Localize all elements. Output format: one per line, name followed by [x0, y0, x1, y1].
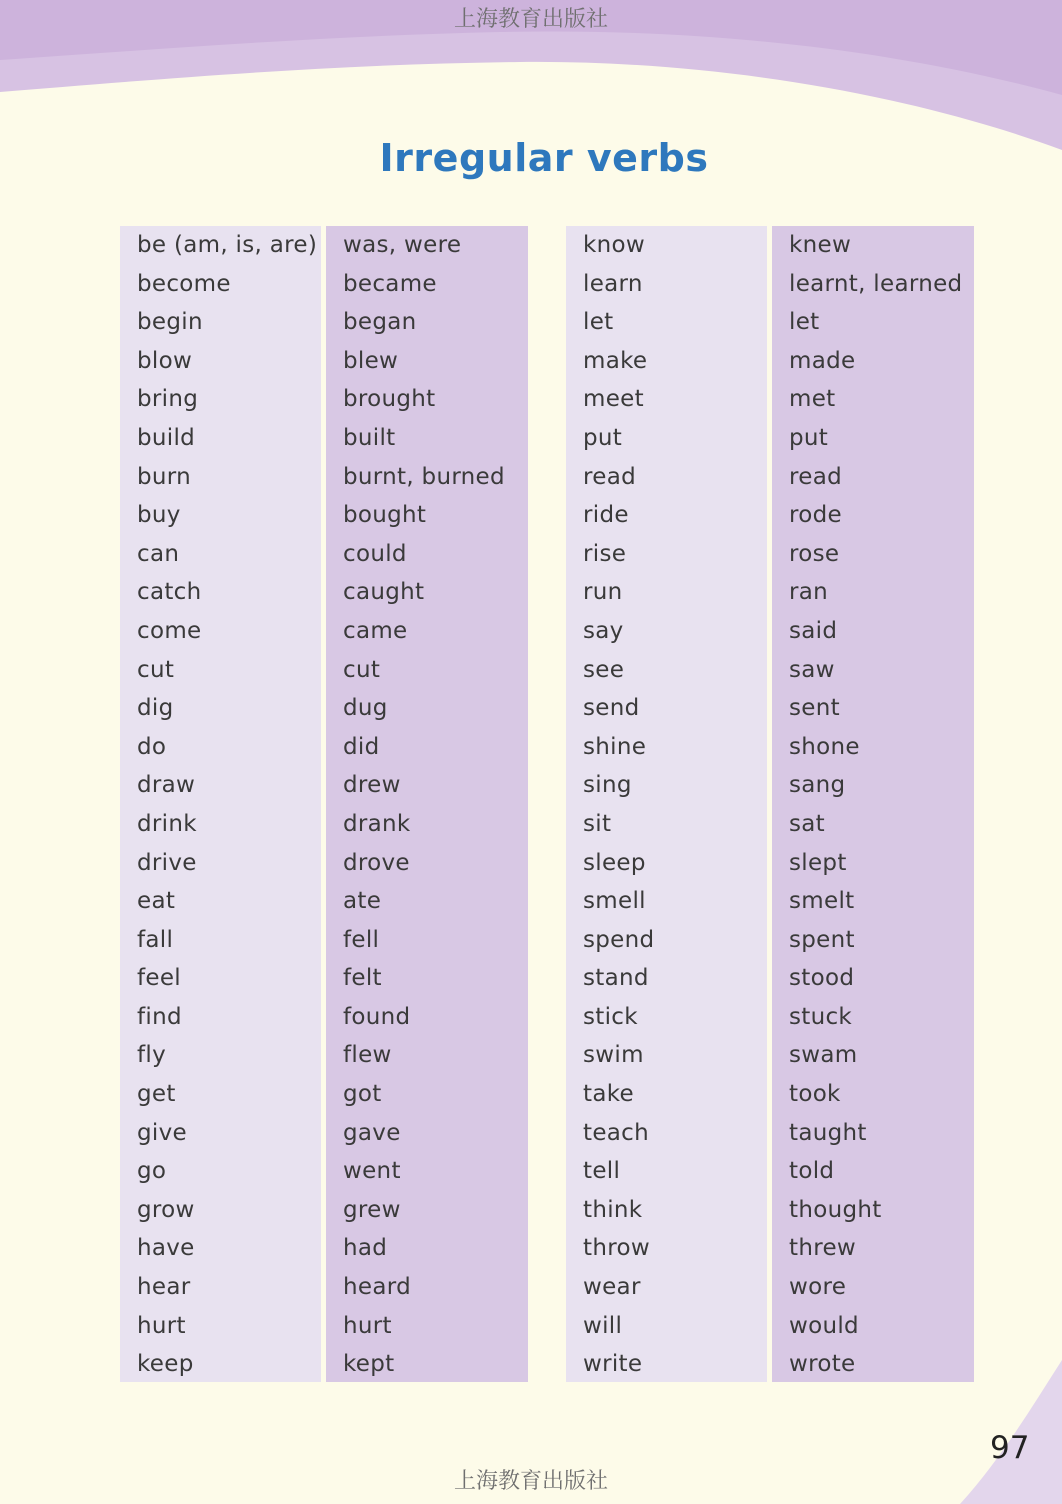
verb-cell: go: [137, 1158, 167, 1185]
verb-cell: buy: [137, 502, 181, 529]
verb-cell: burnt, burned: [343, 463, 505, 490]
verb-cell: hear: [137, 1274, 191, 1301]
verb-cell: took: [789, 1081, 841, 1108]
verb-cell: shine: [583, 733, 647, 760]
past-tense-column-2: [772, 226, 974, 1382]
verb-cell: drank: [343, 810, 411, 837]
verb-cell: ran: [789, 579, 829, 606]
verb-cell: wore: [789, 1274, 847, 1301]
verb-cell: will: [583, 1312, 623, 1339]
verb-cell: became: [343, 270, 437, 297]
verb-cell: went: [343, 1158, 401, 1185]
verb-cell: throw: [583, 1235, 650, 1262]
verb-cell: could: [343, 540, 407, 567]
verb-cell: felt: [343, 965, 382, 992]
verb-cell: came: [343, 617, 408, 644]
verb-cell: write: [583, 1351, 643, 1378]
verb-cell: stood: [789, 965, 855, 992]
verb-cell: stuck: [789, 1003, 853, 1030]
base-form-column-2: [566, 226, 767, 1382]
verb-cell: catch: [137, 579, 202, 606]
verb-cell: take: [583, 1081, 634, 1108]
verb-cell: drive: [137, 849, 197, 876]
verb-cell: begin: [137, 309, 203, 336]
verb-cell: spend: [583, 926, 655, 953]
verb-cell: burn: [137, 463, 192, 490]
verb-cell: sang: [789, 772, 846, 799]
verb-cell: slept: [789, 849, 847, 876]
verb-cell: keep: [137, 1351, 194, 1378]
verb-cell: know: [583, 232, 645, 258]
verb-cell: began: [343, 309, 417, 336]
verb-cell: ate: [343, 888, 382, 915]
verb-cell: come: [137, 617, 202, 644]
verb-cell: brought: [343, 386, 436, 413]
verb-cell: let: [789, 309, 820, 336]
verb-cell: did: [343, 733, 380, 760]
verb-cell: swim: [583, 1042, 644, 1069]
verb-cell: wrote: [789, 1351, 856, 1378]
verb-cell: spent: [789, 926, 855, 953]
verb-cell: found: [343, 1003, 411, 1030]
verb-cell: let: [583, 309, 614, 336]
verb-cell: smelt: [789, 888, 855, 915]
verb-cell: say: [583, 617, 624, 644]
verb-cell: dug: [343, 695, 388, 722]
verb-cell: fell: [343, 926, 380, 953]
verb-cell: make: [583, 347, 648, 374]
verb-cell: learnt, learned: [789, 270, 963, 297]
verb-cell: heard: [343, 1274, 411, 1301]
verb-cell: read: [583, 463, 636, 490]
verb-cell: flew: [343, 1042, 392, 1069]
verb-cell: taught: [789, 1119, 867, 1146]
verb-cell: sit: [583, 810, 612, 837]
verb-cell: sing: [583, 772, 632, 799]
verb-cell: blew: [343, 347, 399, 374]
verb-cell: have: [137, 1235, 195, 1262]
verb-cell: get: [137, 1081, 176, 1108]
past-tense-column-1: [326, 226, 528, 1382]
verb-cell: put: [789, 424, 829, 451]
verb-cell: built: [343, 424, 396, 451]
verb-cell: rose: [789, 540, 840, 567]
verb-cell: sent: [789, 695, 840, 722]
verb-cell: smell: [583, 888, 646, 915]
verb-cell: fly: [137, 1042, 166, 1069]
verb-cell: give: [137, 1119, 187, 1146]
verb-cell: feel: [137, 965, 181, 992]
verb-cell: saw: [789, 656, 835, 683]
verb-cell: drew: [343, 772, 401, 799]
verb-cell: think: [583, 1196, 643, 1223]
verb-cell: become: [137, 270, 231, 297]
verb-cell: build: [137, 424, 196, 451]
verb-cell: sat: [789, 810, 825, 837]
verb-cell: cut: [343, 656, 381, 683]
verb-cell: made: [789, 347, 856, 374]
verb-cell: kept: [343, 1351, 395, 1378]
verb-cell: draw: [137, 772, 196, 799]
verb-cell: dig: [137, 695, 174, 722]
page-title: Irregular verbs: [379, 136, 709, 180]
verb-cell: meet: [583, 386, 644, 413]
verb-cell: hurt: [137, 1312, 186, 1339]
verb-cell: ride: [583, 502, 629, 529]
verb-cell: got: [343, 1081, 382, 1108]
verb-cell: send: [583, 695, 640, 722]
page-number: 97: [990, 1430, 1030, 1466]
verb-cell: eat: [137, 888, 176, 915]
verb-cell: grow: [137, 1196, 195, 1223]
verb-cell: be (am, is, are): [137, 232, 318, 258]
verb-cell: gave: [343, 1119, 401, 1146]
verb-cell: rode: [789, 502, 842, 529]
verb-cell: blow: [137, 347, 193, 374]
verb-cell: cut: [137, 656, 175, 683]
verb-cell: stick: [583, 1003, 638, 1030]
verb-cell: thought: [789, 1196, 882, 1223]
verb-cell: sleep: [583, 849, 646, 876]
publisher-watermark-bottom: 上海教育出版社: [453, 1469, 608, 1494]
verb-cell: swam: [789, 1042, 858, 1069]
verb-cell: grew: [343, 1196, 401, 1223]
verb-cell: learn: [583, 270, 643, 297]
verb-cell: bring: [137, 386, 199, 413]
verb-cell: read: [789, 463, 842, 490]
verb-cell: see: [583, 656, 625, 683]
verb-cell: teach: [583, 1119, 649, 1146]
verb-cell: said: [789, 617, 838, 644]
verb-cell: caught: [343, 579, 425, 606]
verb-cell: was, were: [343, 232, 462, 258]
verb-cell: knew: [789, 232, 852, 258]
verb-cell: fall: [137, 926, 174, 953]
publisher-watermark-top: 上海教育出版社: [453, 7, 608, 32]
verb-cell: find: [137, 1003, 182, 1030]
verb-cell: hurt: [343, 1312, 392, 1339]
verb-cell: met: [789, 386, 836, 413]
verb-cell: told: [789, 1158, 835, 1185]
verb-cell: do: [137, 733, 167, 760]
verb-cell: stand: [583, 965, 649, 992]
verb-cell: shone: [789, 733, 860, 760]
verb-cell: can: [137, 540, 180, 567]
verb-cell: would: [789, 1312, 859, 1339]
verb-cell: drove: [343, 849, 410, 876]
verb-cell: bought: [343, 502, 427, 529]
verb-cell: wear: [583, 1274, 641, 1301]
verb-cell: put: [583, 424, 623, 451]
verb-cell: run: [583, 579, 623, 606]
verb-cell: drink: [137, 810, 197, 837]
base-form-column-1: [120, 226, 321, 1382]
verb-cell: tell: [583, 1158, 621, 1185]
verb-cell: rise: [583, 540, 627, 567]
verb-cell: threw: [789, 1235, 857, 1262]
verb-cell: had: [343, 1235, 388, 1262]
